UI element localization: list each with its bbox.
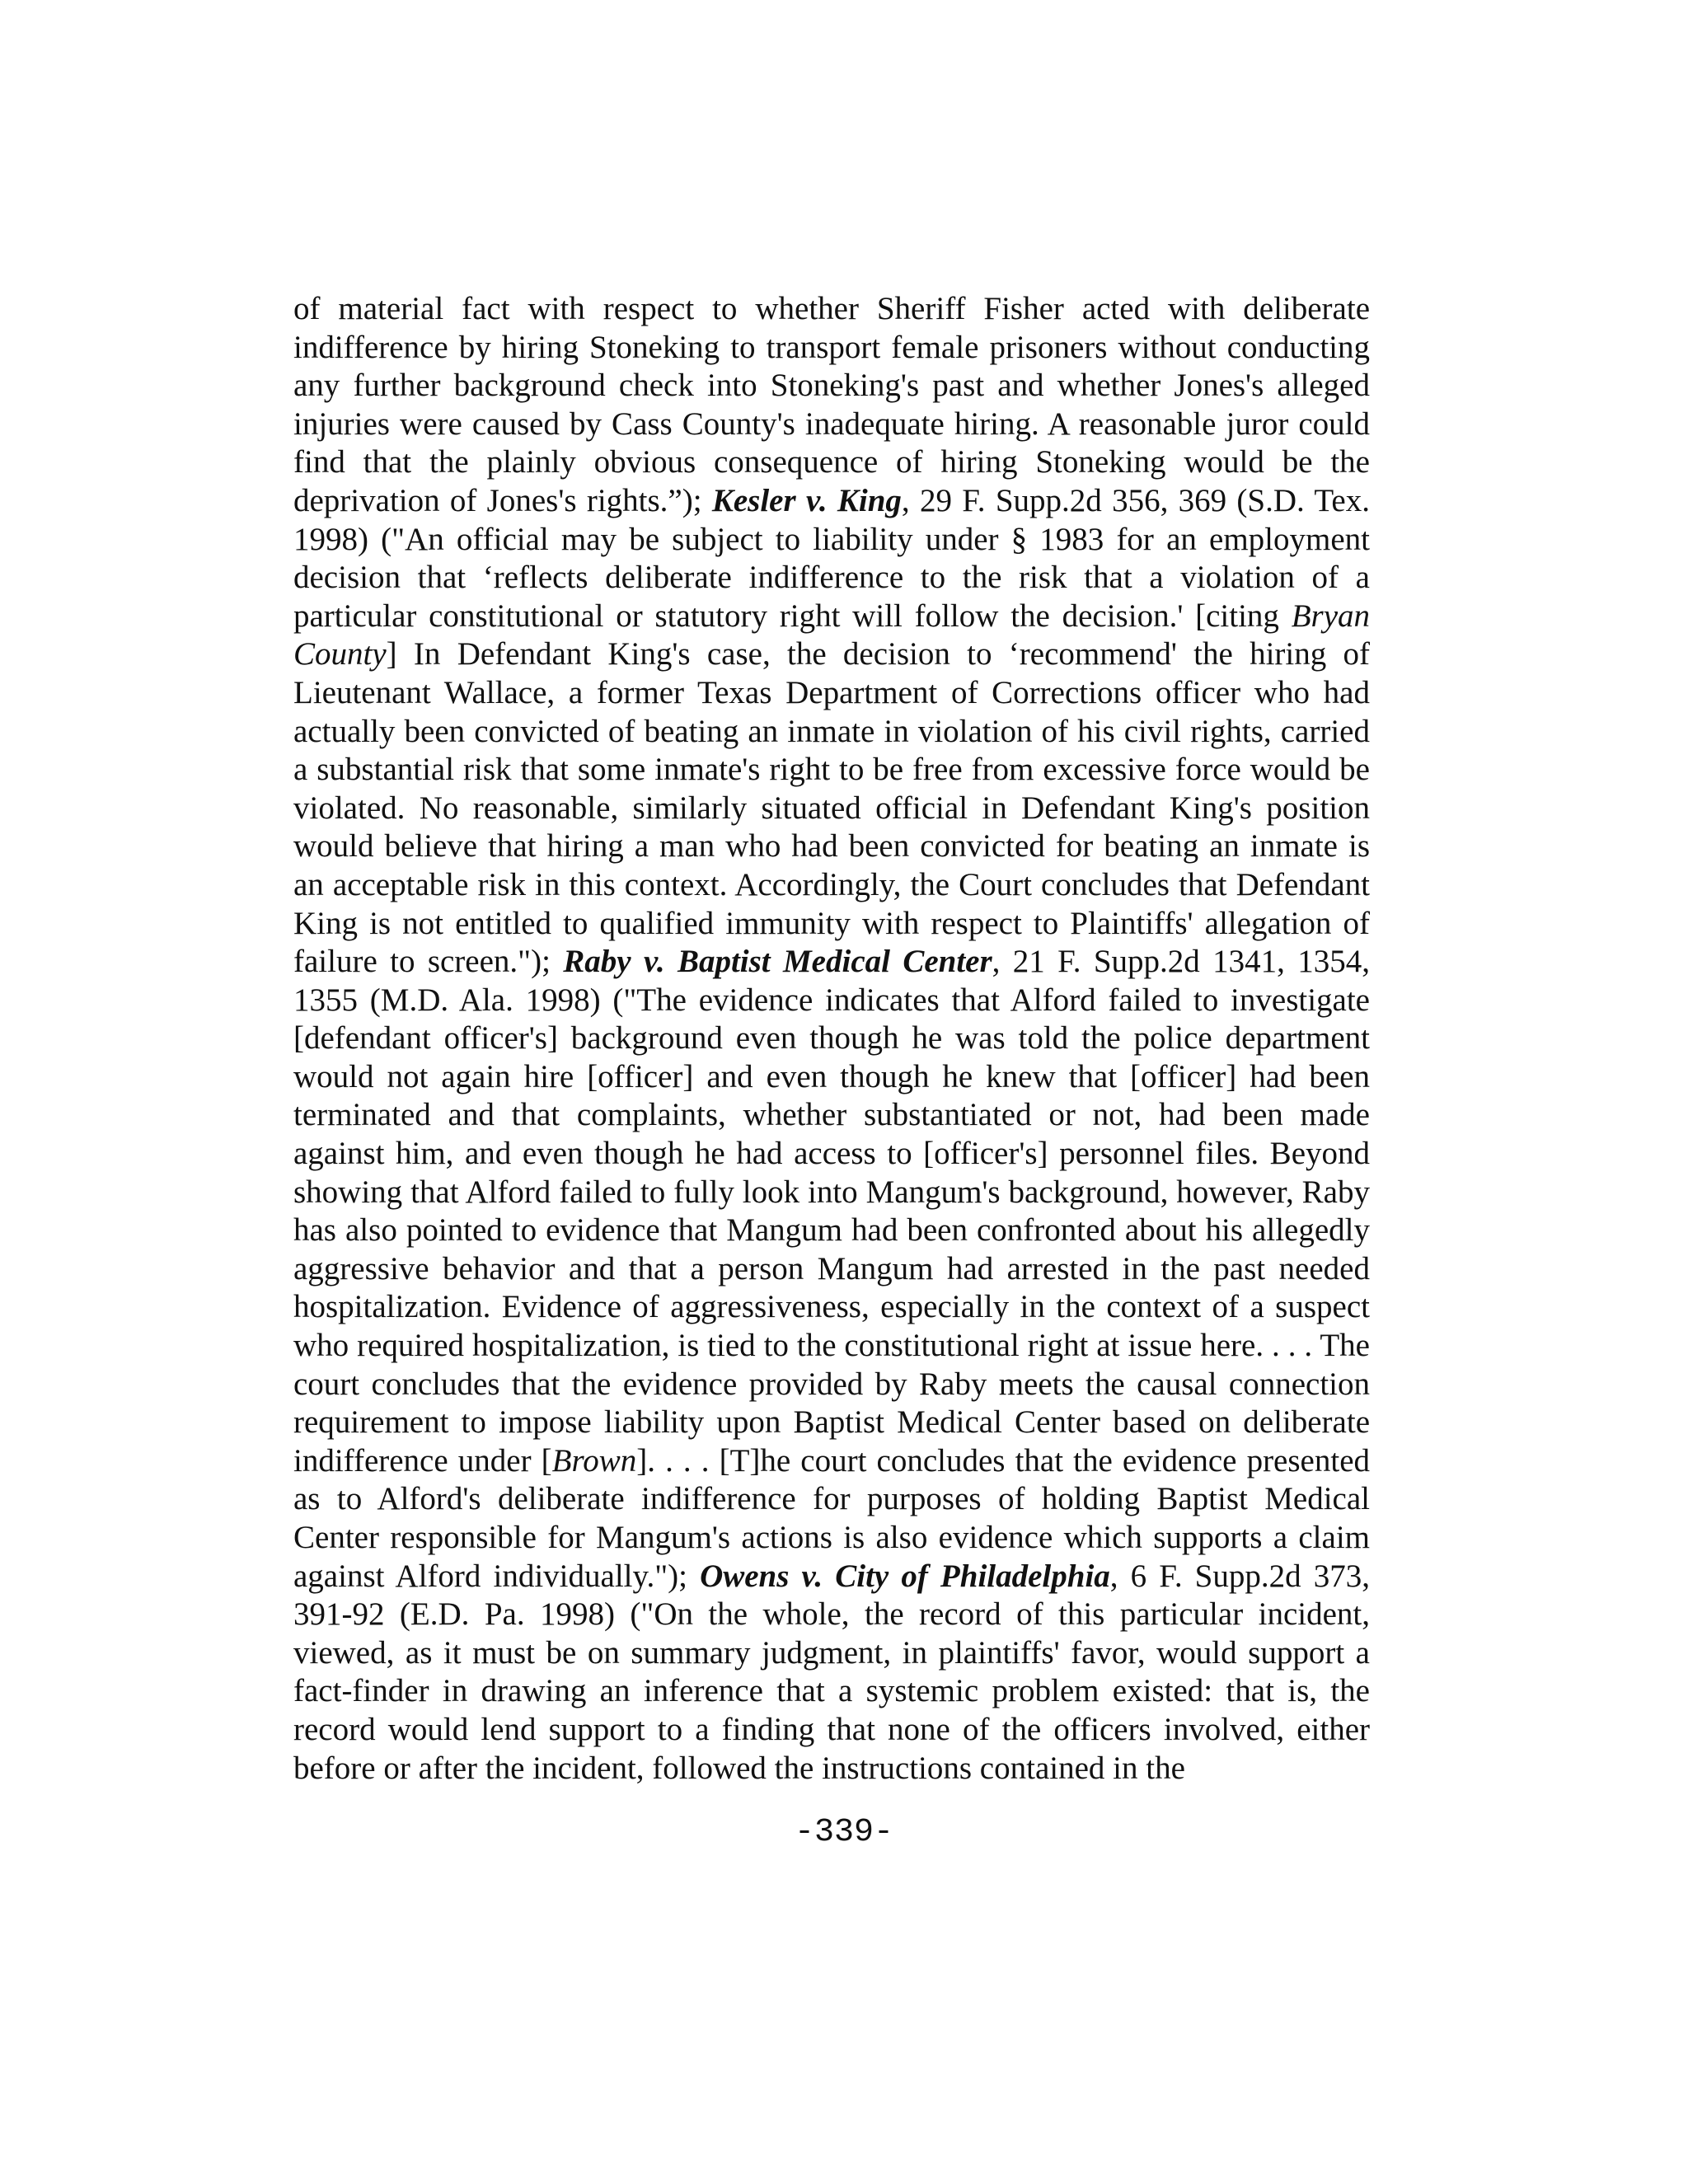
text-segment: , 29 F. Supp.2d 356, 369 (S.D. Tex. 1998) ("An official may be subject to liability under § 1983 for an employment decision that ‘reflects deliberate indifference to the risk that a violation of a particular constitutional or statutory right will follow the decision.' [citing [293,482,1370,634]
text-segment: , 21 F. Supp.2d 1341, 1354, 1355 (M.D. Ala. 1998) ("The evidence indicates that Alford failed to investigate [defendant officer's] background even though he was told the police department would not again hire [officer] and even though he knew that [officer] had been terminated and that complaints, whether substantiated or not, had been made against him, and even though he had access to [officer's] personnel files. Beyond showing that Alford failed to fully look into Mangum's background, however, Raby has also pointed to evidence that Mangum had been confronted about his allegedly aggressive behavior and that a person Mangum had arrested in the past needed hospitalization. Evidence of aggressiveness, especially in the context of a suspect who required hospitalization, is tied to the constitutional right at issue here. . . . The court concludes that the evidence provided by Raby meets the causal connection requirement to impose liability upon Baptist Medical Center based on deliberate indifference under [ [293,944,1370,1479]
text-segment: ]. . . . [T]he court concludes that the evidence presented as to Alford's deliberate indifference for purposes of holding Baptist Medical Center responsible for Mangum's actions is also evidence which supports a claim against Alford individually."); [293,1442,1371,1594]
text-segment: , 6 F. Supp.2d 373, 391-92 (E.D. Pa. 1998) ("On the whole, the record of this particular incident, viewed, as it must be on summary judgment, in plaintiffs' favor, would support a fact-finder in drawing an inference that a systemic problem existed: that is, the record would lend support to a finding that none of the officers involved, either before or after the incident, followed the instructions contained in the [293,1558,1370,1786]
body-paragraph [293,290,1370,1788]
page-number: -339- [794,1814,894,1851]
case-citation-kesler-v-king: Kesler v. King [711,482,902,518]
case-citation-raby: Raby v. Baptist Medical Center [563,944,992,980]
case-reference-bryan-county: Bryan County [293,598,1370,673]
text-segment: of material fact with respect to whether Sheriff Fisher acted with deliberate indifference by hiring Stoneking to transport female prisoners without conducting any further background check into Stoneking's past and whether Jones's alleged injuries were caused by Cass County's inadequate hiring. A reasonable juror could find that the plainly obvious consequence of hiring Stoneking would be the deprivation of Jones's rights.”); [293,291,1370,518]
case-reference-brown: Brown [551,1442,637,1479]
case-citation-owens: Owens v. City of Philadelphia [700,1558,1110,1594]
text-segment: ] In Defendant King's case, the decision to ‘recommend' the hiring of Lieutenant Wallace, a former Texas Department of Corrections officer who had actually been convicted of beating an inmate in violation of his civil rights, carried a substantial risk that some inmate's right to be free from excessive force would be violated. No reasonable, similarly situated official in Defendant King's position would believe that hiring a man who had been convicted for beating an inmate is an acceptable risk in this context. Accordingly, the Court concludes that Defendant King is not entitled to qualified immunity with respect to Plaintiffs' allegation of failure to screen."); [293,636,1370,980]
